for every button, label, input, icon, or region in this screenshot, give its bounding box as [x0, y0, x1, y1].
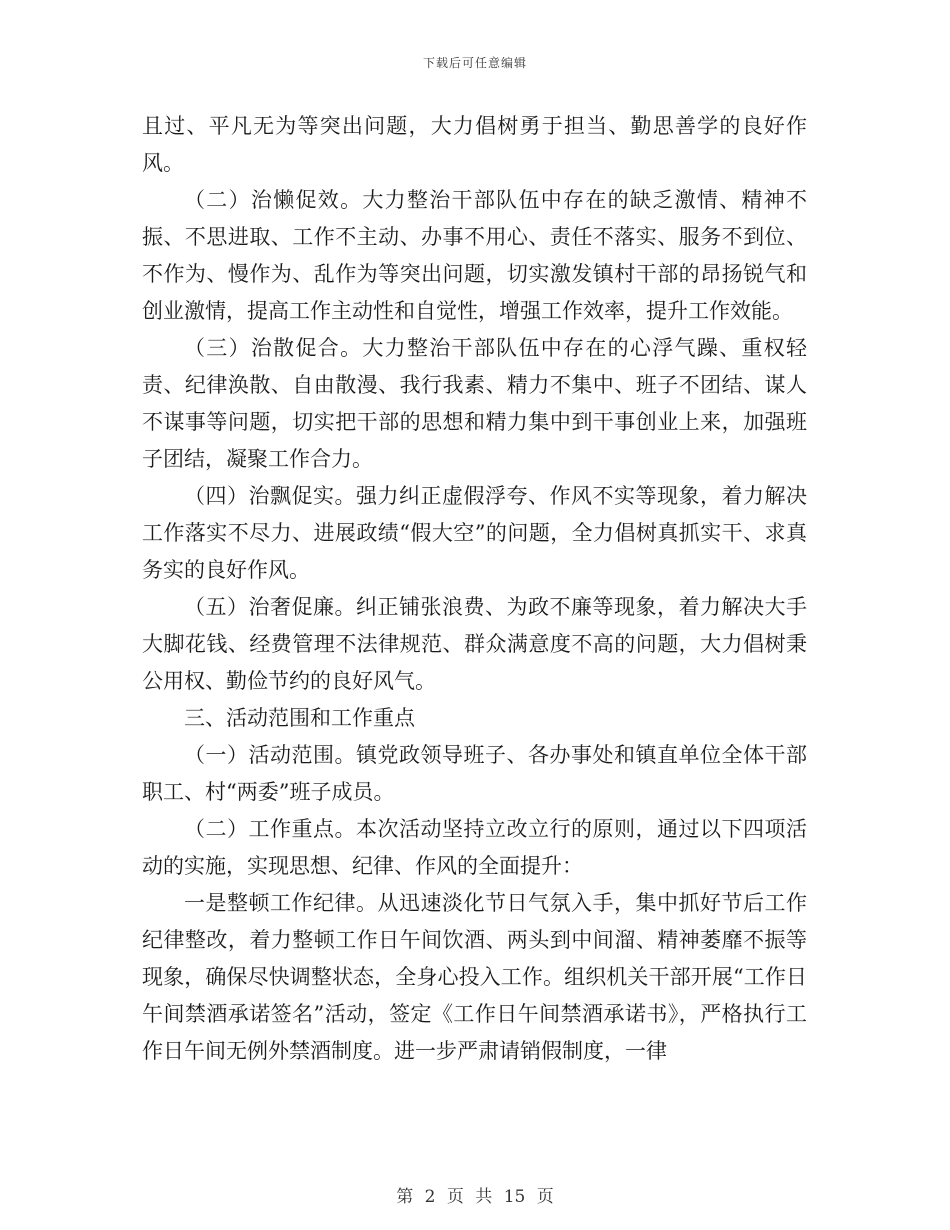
document-body — [142, 108, 807, 1070]
paragraph: （四）治飘促实。强力纠正虚假浮夸、作风不实等现象，着力解决工作落实不尽力、进展政绩“假大空”的问题，全力倡树真抓实干、求真务实的良好作风。 — [142, 484, 807, 582]
paragraph: （三）治散促合。大力整治干部队伍中存在的心浮气躁、重权轻责、纪律涣散、自由散漫、我行我素、精力不集中、班子不团结、谋人不谋事等问题，切实把干部的思想和精力集中到干事创业上来，加强班子团结，凝聚工作合力。 — [142, 336, 807, 471]
paragraph: （五）治奢促廉。纠正铺张浪费、为政不廉等现象，着力解决大手大脚花钱、经费管理不法律规范、群众满意度不高的问题，大力倡树秉公用权、勤俭节约的良好风气。 — [142, 595, 807, 693]
page-number: 第 2 页 共 15 页 — [396, 1187, 554, 1207]
page-header-note: 下载后可任意编辑 — [422, 56, 527, 70]
paragraph: （一）活动范围。镇党政领导班子、各办事处和镇直单位全体干部职工、村“两委”班子成员。 — [142, 743, 807, 804]
paragraph: 且过、平凡无为等突出问题，大力倡树勇于担当、勤思善学的良好作风。 — [142, 114, 807, 175]
paragraph: （二）工作重点。本次活动坚持立改立行的原则，通过以下四项活动的实施，实现思想、纪律、作风的全面提升： — [142, 817, 807, 878]
paragraph: （二）治懒促效。大力整治干部队伍中存在的缺乏激情、精神不振、不思进取、工作不主动、办事不用心、责任不落实、服务不到位、不作为、慢作为、乱作为等突出问题，切实激发镇村干部的昂扬锐气和创业激情，提高工作主动性和自觉性，增强工作效率，提升工作效能。 — [142, 188, 807, 323]
paragraph: 一是整顿工作纪律。从迅速淡化节日气氛入手，集中抓好节后工作纪律整改，着力整顿工作日午间饮酒、两头到中间溜、精神萎靡不振等现象，确保尽快调整状态，全身心投入工作。组织机关干部开展“工作日午间禁酒承诺签名”活动，签定《工作日午间禁酒承诺书》，严格执行工作日午间无例外禁酒制度。进一步严肃请销假制度，一律 — [142, 891, 807, 1063]
section-heading: 三、活动范围和工作重点 — [184, 706, 415, 730]
